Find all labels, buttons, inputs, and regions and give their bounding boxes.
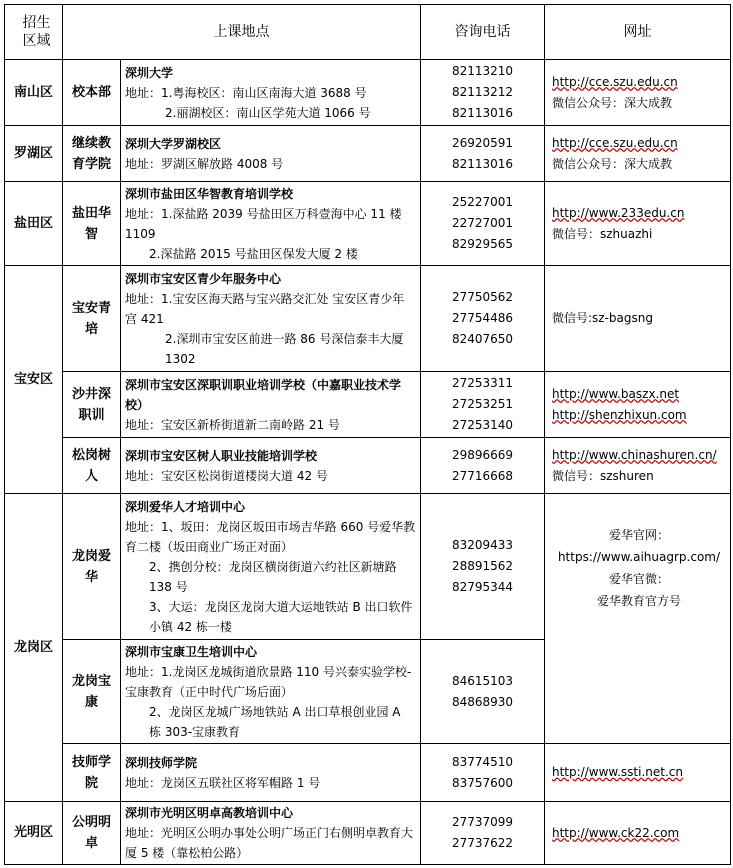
school-name: 深圳爱华人才培训中心 <box>125 499 246 514</box>
phone-number: 83757600 <box>451 775 514 790</box>
phone-number: 82929565 <box>451 237 514 251</box>
location-cell <box>121 126 421 182</box>
phone-number: 27253251 <box>451 397 514 411</box>
org-cell: 盐田华智 <box>63 182 121 266</box>
phone-number: 27737622 <box>451 836 514 850</box>
school-name: 深圳大学罗湖校区 <box>125 136 222 151</box>
official-site-label: 爱华官网： <box>608 528 669 542</box>
table-row <box>5 182 731 266</box>
table-row <box>5 438 731 494</box>
phone-number: 27754486 <box>451 311 514 325</box>
org-cell: 校本部 <box>63 60 121 126</box>
address-line: 2、携创分校：龙岗区横岗街道六约社区新塘路 138 号 <box>149 559 397 594</box>
address-line: 地址：龙岗区五联社区将军帽路 1 号 <box>125 775 321 790</box>
phone-cell <box>421 126 545 182</box>
phone-number: 82113016 <box>451 156 514 171</box>
website-link[interactable]: http://www.233edu.cn <box>552 205 685 220</box>
phone-cell <box>421 744 545 802</box>
region-cell: 盐田区 <box>5 182 63 266</box>
table-row <box>5 744 731 802</box>
phone-cell <box>421 438 545 494</box>
region-cell: 龙岗区 <box>5 494 63 802</box>
org-cell: 龙岗宝康 <box>63 640 121 744</box>
address-line: 地址：1.宝安区海天路与宝兴路交汇处 宝安区青少年宫 421 <box>125 291 405 326</box>
website-cell <box>545 182 731 266</box>
address-line: 地址：罗湖区解放路 4008 号 <box>125 156 284 171</box>
phone-cell <box>421 60 545 126</box>
school-name: 深圳市盐田区华智教育培训学校 <box>125 186 294 201</box>
phone-cell <box>421 266 545 372</box>
website-cell <box>545 266 731 372</box>
location-cell <box>121 744 421 802</box>
phone-number: 84615103 <box>451 673 514 688</box>
website-link[interactable]: http://shenzhixun.com <box>552 407 687 422</box>
phone-number: 27737099 <box>451 815 514 829</box>
phone-number: 83774510 <box>451 754 514 769</box>
school-name: 深圳大学 <box>125 65 174 80</box>
school-name: 深圳市光明区明卓高教培训中心 <box>125 806 294 820</box>
website-cell <box>545 438 731 494</box>
wechat-account: 微信号：szhuazhi <box>552 226 653 241</box>
header-phone: 咨询电话 <box>421 5 545 60</box>
website-cell <box>545 60 731 126</box>
phone-number: 84868930 <box>451 694 514 709</box>
address-line: 地址：1.龙岗区龙城街道欣景路 110 号兴泰实验学校-宝康教育（正中时代广场后面） <box>125 664 412 699</box>
website-cell <box>545 744 731 802</box>
phone-number: 82113212 <box>451 85 514 99</box>
org-cell: 龙岗爱华 <box>63 494 121 640</box>
website-cell <box>545 372 731 438</box>
table-row <box>5 802 731 865</box>
address-line: 2、龙岗区龙城广场地铁站 A 出口草根创业园 A 栋 303-宝康教育 <box>149 704 401 739</box>
website-link[interactable]: http://cce.szu.edu.cn <box>552 135 678 150</box>
address-line: 地址：光明区公明办事处公明广场正门右侧明卓教育大厦 5 楼（靠松柏公路） <box>125 826 414 860</box>
address-line: 2.丽湖校区：南山区学苑大道 1066 号 <box>165 105 371 120</box>
wechat-account: 微信号:sz-bagsng <box>552 311 653 325</box>
phone-number: 25227001 <box>451 195 514 209</box>
school-name: 深圳技师学院 <box>125 755 198 770</box>
region-cell: 光明区 <box>5 802 63 865</box>
phone-cell <box>421 372 545 438</box>
phone-number: 27253311 <box>451 376 514 390</box>
address-line: 地址：1、坂田：龙岗区坂田市场吉华路 660 号爱华教育二楼（坂田商业广场正对面） <box>125 519 416 554</box>
address-line: 地址：宝安区松岗街道楼岗大道 42 号 <box>125 468 328 483</box>
address-line: 3、大运：龙岗区龙岗大道大运地铁站 B 出口软件小镇 42 栋一楼 <box>149 599 413 634</box>
address-line: 2.深盐路 2015 号盐田区保发大厦 2 楼 <box>149 246 358 261</box>
phone-cell <box>421 182 545 266</box>
website-cell <box>545 802 731 865</box>
phone-number: 28891562 <box>451 559 514 573</box>
website-link[interactable]: http://www.baszx.net <box>552 386 680 401</box>
phone-number: 82113210 <box>451 64 514 78</box>
phone-number: 82407650 <box>451 332 514 346</box>
location-cell <box>121 60 421 126</box>
location-cell <box>121 802 421 865</box>
table-row <box>5 60 731 126</box>
wechat-account: 微信公众号：深大成教 <box>552 95 673 110</box>
address-line: 地址：1.深盐路 2039 号盐田区万科壹海中心 11 楼 1109 <box>125 206 402 241</box>
phone-number: 82113016 <box>451 106 514 120</box>
table-row <box>5 126 731 182</box>
region-cell: 南山区 <box>5 60 63 126</box>
region-cell: 罗湖区 <box>5 126 63 182</box>
location-cell <box>121 494 421 640</box>
school-name: 深圳市宝康卫生培训中心 <box>125 644 258 659</box>
phone-number: 22727001 <box>451 216 514 230</box>
school-name: 深圳市宝安区深职训职业培训学校（中嘉职业技术学校） <box>125 377 402 412</box>
org-cell: 技师学院 <box>63 744 121 802</box>
school-name: 深圳市宝安区青少年服务中心 <box>125 271 282 286</box>
website-cell <box>545 126 731 182</box>
phone-cell <box>421 802 545 865</box>
table-row <box>5 372 731 438</box>
wechat-account: 微信公众号：深大成教 <box>552 156 673 171</box>
wechat-account: 微信号：szshuren <box>552 468 654 483</box>
phone-number: 29896669 <box>451 447 514 462</box>
location-cell <box>121 438 421 494</box>
website-cell <box>545 494 731 744</box>
website-link[interactable]: https://www.aihuagrp.com/ <box>557 550 721 564</box>
header-row <box>5 5 731 60</box>
wechat-account: 爱华教育官方号 <box>596 594 681 608</box>
table-row <box>5 266 731 372</box>
header-website: 网址 <box>545 5 731 60</box>
location-cell <box>121 640 421 744</box>
phone-number: 82795344 <box>451 580 514 594</box>
address-line: 2.深圳市宝安区前进一路 86 号深信泰丰大厦 1302 <box>165 331 404 366</box>
address-line: 地址：宝安区新桥街道新二南岭路 21 号 <box>125 417 340 432</box>
website-link[interactable]: http://cce.szu.edu.cn <box>552 74 678 89</box>
phone-number: 26920591 <box>451 135 514 150</box>
org-cell: 继续教育学院 <box>63 126 121 182</box>
org-cell: 松岗树人 <box>63 438 121 494</box>
website-link[interactable]: http://www.ssti.net.cn <box>552 765 683 779</box>
location-cell <box>121 182 421 266</box>
org-cell: 宝安青培 <box>63 266 121 372</box>
phone-cell <box>421 494 545 640</box>
location-cell <box>121 372 421 438</box>
table-row <box>5 494 731 640</box>
org-cell: 沙井深职训 <box>63 372 121 438</box>
address-line: 地址：1.粤海校区：南山区南海大道 3688 号 <box>125 85 367 100</box>
website-link[interactable]: http://www.chinashuren.cn/ <box>552 447 717 462</box>
phone-number: 27716668 <box>451 468 514 483</box>
header-location: 上课地点 <box>63 5 421 60</box>
header-region-top: 招生 <box>22 15 51 31</box>
header-region <box>5 5 63 60</box>
location-cell <box>121 266 421 372</box>
phone-number: 27253140 <box>451 418 514 432</box>
phone-number: 83209433 <box>451 538 514 552</box>
org-cell: 公明明卓 <box>63 802 121 865</box>
enrollment-table <box>4 4 731 865</box>
official-wechat-label: 爱华官微： <box>608 572 669 586</box>
school-name: 深圳市宝安区树人职业技能培训学校 <box>125 448 318 463</box>
region-cell: 宝安区 <box>5 266 63 494</box>
phone-number: 27750562 <box>451 290 514 304</box>
header-region-bottom: 区域 <box>22 33 51 49</box>
phone-cell <box>421 640 545 744</box>
website-link[interactable]: http://www.ck22.com <box>552 825 680 840</box>
